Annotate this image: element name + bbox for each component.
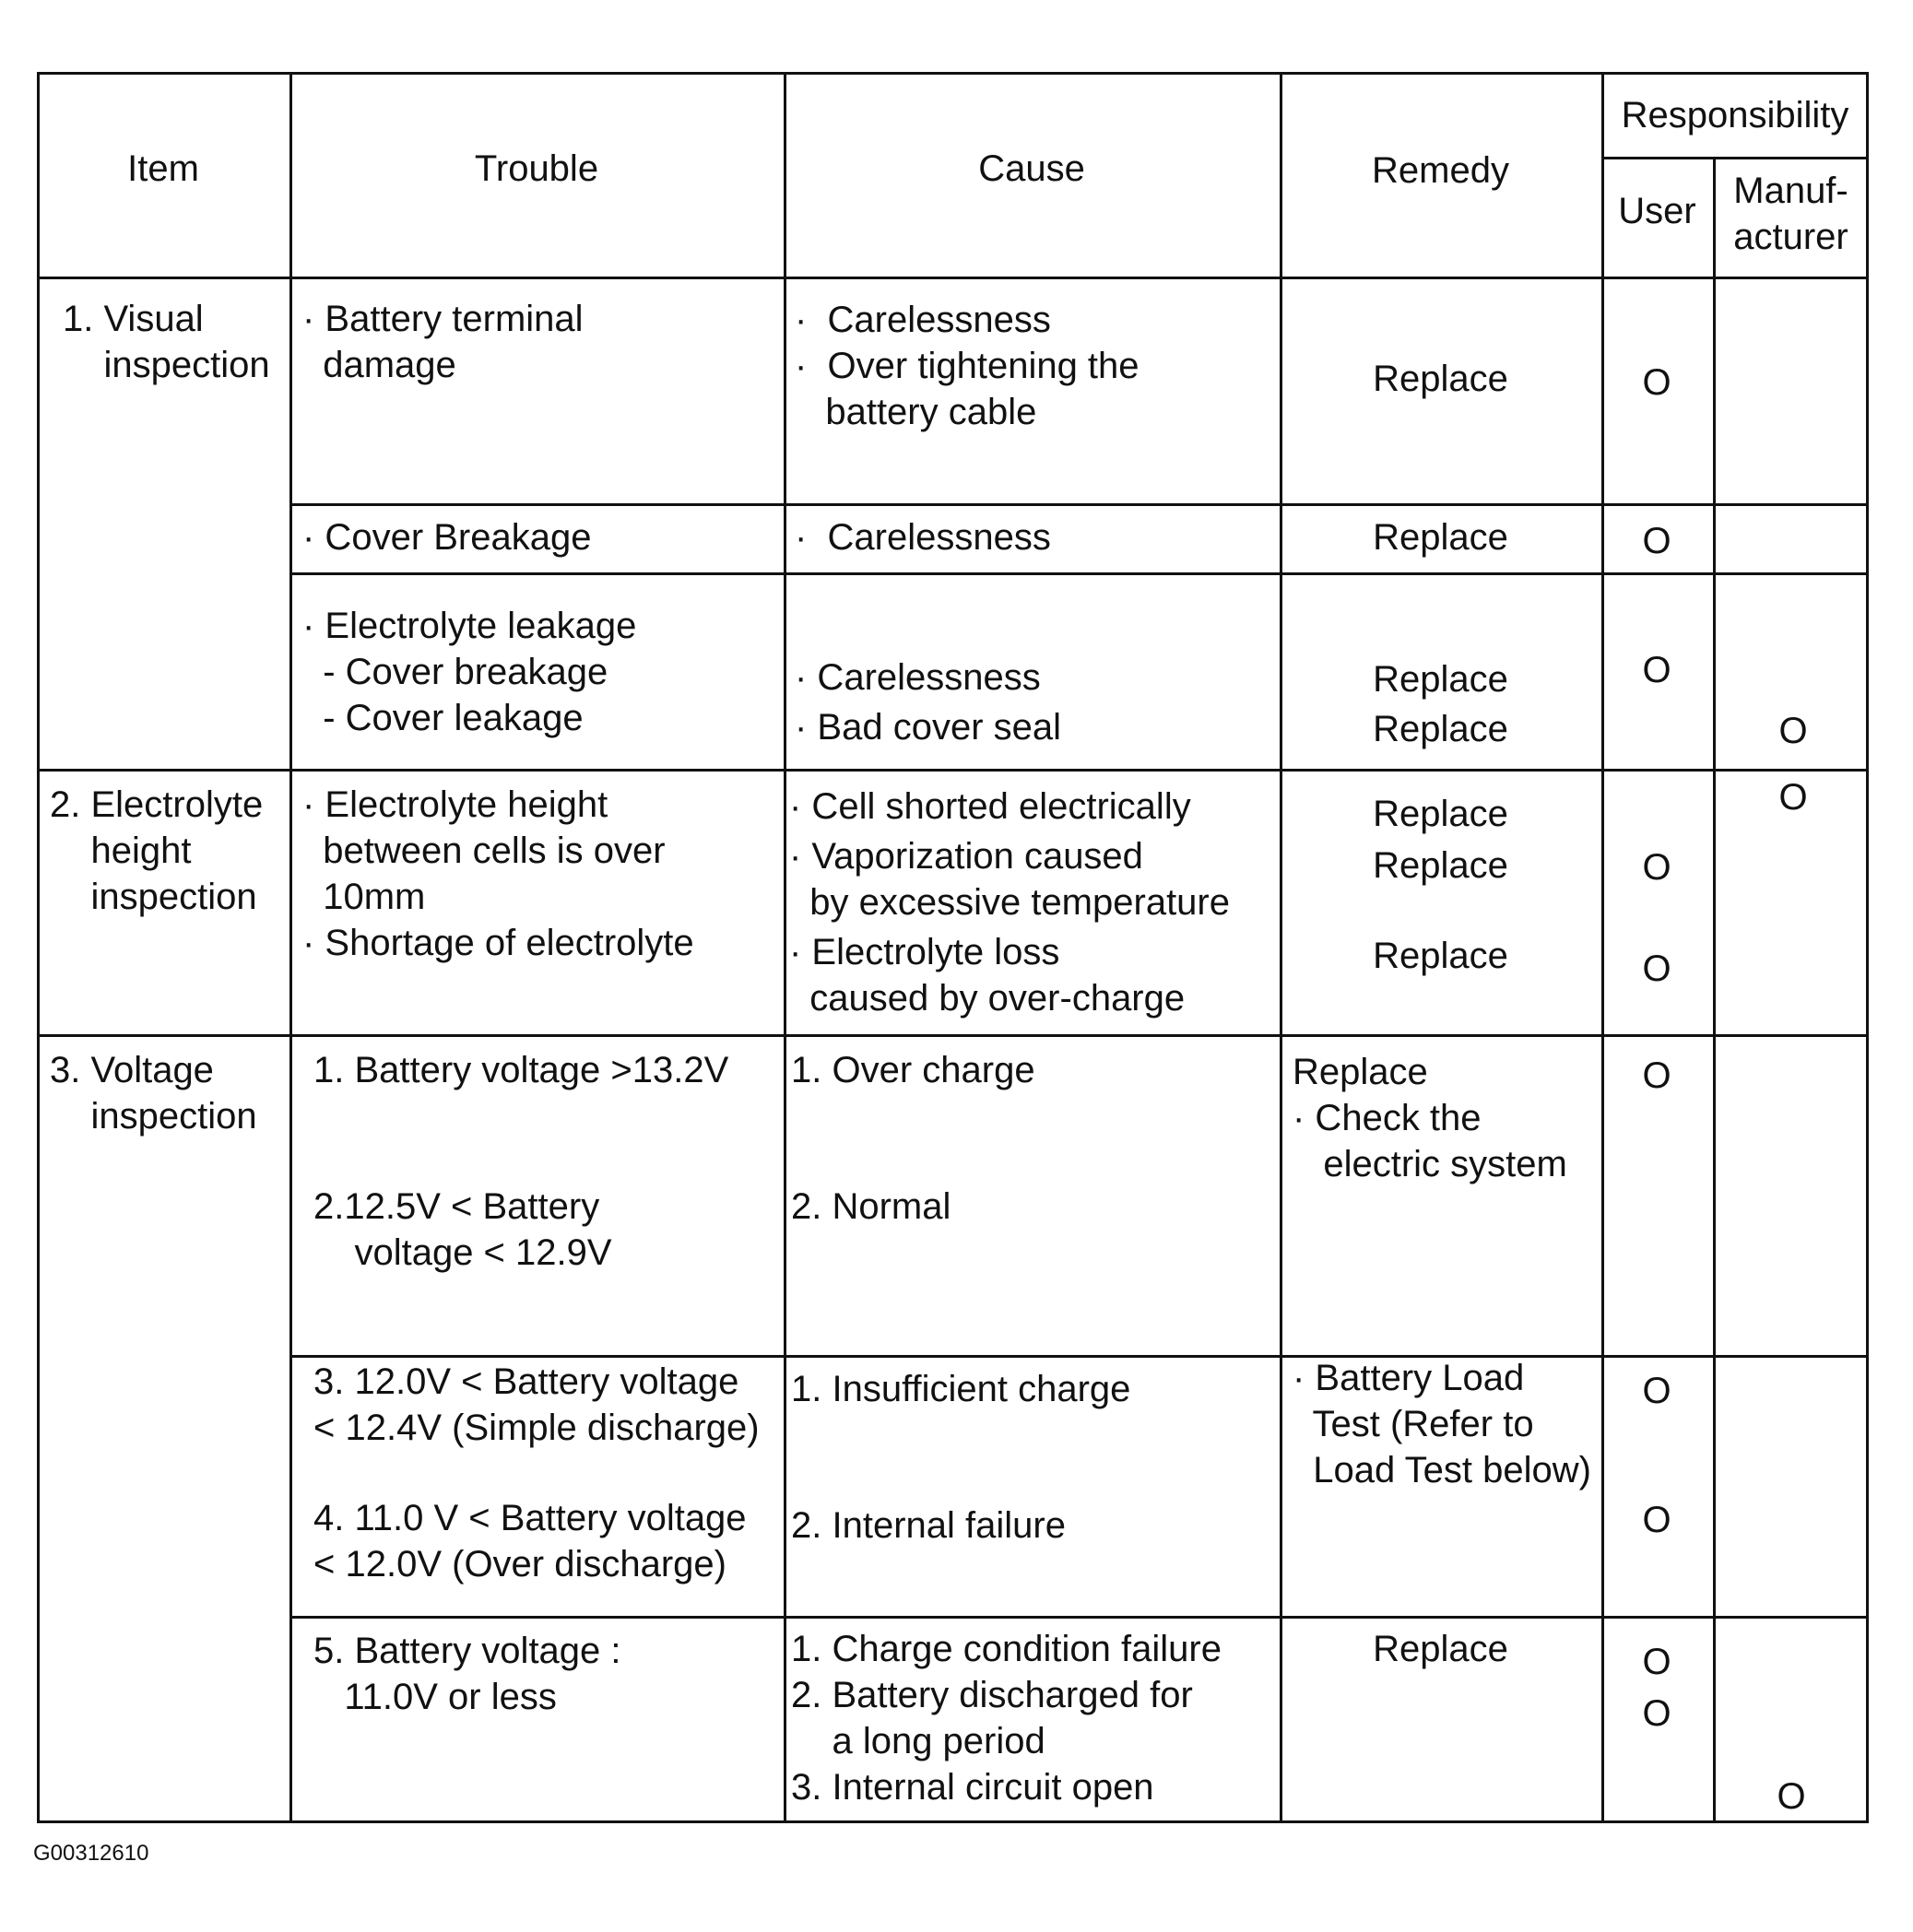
trouble-terminal-damage: · Battery terminal damage bbox=[302, 299, 584, 385]
user-mark-simple-discharge: O bbox=[1642, 1371, 1671, 1411]
cause-terminal-damage: · Carelessness · Over tightening the battery cable bbox=[795, 300, 1140, 432]
remedy-cover-breakage: Replace bbox=[1373, 517, 1508, 558]
cause-cover-breakage: · Carelessness bbox=[795, 517, 1051, 558]
row-divider-2 bbox=[37, 1034, 1869, 1037]
trouble-low-voltage: 5. Battery voltage : 11.0V or less bbox=[313, 1631, 621, 1717]
row-divider-1b bbox=[289, 572, 1869, 575]
cause-normal: 2. Normal bbox=[791, 1186, 951, 1227]
header-remedy: Remedy bbox=[1372, 150, 1509, 191]
user-mark-low-voltage-2: O bbox=[1642, 1693, 1671, 1734]
trouble-electrolyte-leakage: · Electrolyte leakage - Cover breakage - Cover leakage bbox=[302, 606, 637, 738]
cause-carelessness: · Carelessness bbox=[795, 657, 1041, 698]
row-divider-header bbox=[37, 277, 1869, 279]
cause-insufficient-charge: 1. Insufficient charge bbox=[791, 1369, 1131, 1409]
row-divider-3b bbox=[289, 1616, 1869, 1619]
manufacturer-mark-leakage: O bbox=[1778, 711, 1808, 751]
trouble-voltage-normal: 2.12.5V < Battery voltage < 12.9V bbox=[313, 1186, 612, 1273]
col-divider-item bbox=[289, 72, 292, 1823]
user-mark-leakage: O bbox=[1642, 650, 1671, 690]
user-mark-over-discharge: O bbox=[1642, 1500, 1671, 1540]
figure-code: G00312610 bbox=[33, 1841, 149, 1866]
user-mark-cover-breakage: O bbox=[1642, 521, 1671, 561]
cause-bad-cover-seal: · Bad cover seal bbox=[795, 707, 1062, 748]
trouble-electrolyte-height: · Electrolyte height between cells is over 10mm · Shortage of electrolyte bbox=[302, 784, 694, 963]
trouble-cover-breakage: · Cover Breakage bbox=[302, 517, 592, 558]
user-mark-terminal-damage: O bbox=[1642, 362, 1671, 403]
remedy-low-voltage: Replace bbox=[1373, 1629, 1508, 1669]
remedy-height-2: Replace bbox=[1373, 845, 1508, 886]
trouble-over-discharge: 4. 11.0 V < Battery voltage < 12.0V (Over discharge) bbox=[313, 1498, 747, 1584]
header-item: Item bbox=[127, 148, 199, 189]
cause-vaporization: · Vaporization caused by excessive temperature bbox=[789, 836, 1230, 923]
trouble-simple-discharge: 3. 12.0V < Battery voltage < 12.4V (Simple discharge) bbox=[313, 1361, 760, 1448]
header-manufacturer: Manuf- acturer bbox=[1733, 171, 1848, 257]
remedy-load-test: · Battery Load Test (Refer to Load Test below) bbox=[1293, 1358, 1591, 1490]
cause-electrolyte-loss: · Electrolyte loss caused by over-charge bbox=[789, 932, 1186, 1019]
manufacturer-mark-height: O bbox=[1778, 777, 1808, 818]
cause-internal-failure: 2. Internal failure bbox=[791, 1505, 1066, 1546]
item-voltage-inspection: 3. Voltage inspection bbox=[50, 1050, 257, 1137]
user-mark-voltage-high: O bbox=[1642, 1055, 1671, 1096]
remedy-terminal-damage: Replace bbox=[1373, 359, 1508, 399]
remedy-leakage-2: Replace bbox=[1373, 709, 1508, 749]
cause-cell-shorted: · Cell shorted electrically bbox=[789, 786, 1191, 827]
col-divider-user bbox=[1713, 157, 1716, 1823]
remedy-height-1: Replace bbox=[1373, 794, 1508, 834]
user-mark-height-2: O bbox=[1642, 847, 1671, 888]
remedy-height-3: Replace bbox=[1373, 936, 1508, 976]
manufacturer-mark-low-voltage: O bbox=[1777, 1776, 1806, 1817]
trouble-voltage-high: 1. Battery voltage >13.2V bbox=[313, 1050, 729, 1090]
item-visual-inspection: 1. Visual inspection bbox=[63, 299, 270, 385]
user-mark-low-voltage-1: O bbox=[1642, 1642, 1671, 1682]
remedy-leakage-1: Replace bbox=[1373, 659, 1508, 700]
troubleshooting-table bbox=[37, 72, 1869, 1823]
header-trouble: Trouble bbox=[474, 148, 599, 189]
header-cause: Cause bbox=[978, 148, 1085, 189]
remedy-check-electric: Replace · Check the electric system bbox=[1293, 1052, 1567, 1184]
user-mark-height-3: O bbox=[1642, 948, 1671, 989]
row-divider-3a bbox=[289, 1355, 1869, 1358]
item-electrolyte-height: 2. Electrolyte height inspection bbox=[50, 784, 264, 917]
row-divider-1a bbox=[289, 503, 1869, 506]
col-divider-remedy bbox=[1601, 72, 1604, 1823]
header-responsibility: Responsibility bbox=[1621, 95, 1849, 135]
cause-over-charge: 1. Over charge bbox=[791, 1050, 1035, 1090]
header-user: User bbox=[1618, 191, 1696, 231]
row-divider-responsibility bbox=[1601, 157, 1869, 159]
row-divider-1 bbox=[37, 769, 1869, 772]
col-divider-trouble bbox=[784, 72, 786, 1823]
cause-low-voltage: 1. Charge condition failure 2. Battery discharged for a long period 3. Internal circuit open bbox=[791, 1629, 1222, 1808]
